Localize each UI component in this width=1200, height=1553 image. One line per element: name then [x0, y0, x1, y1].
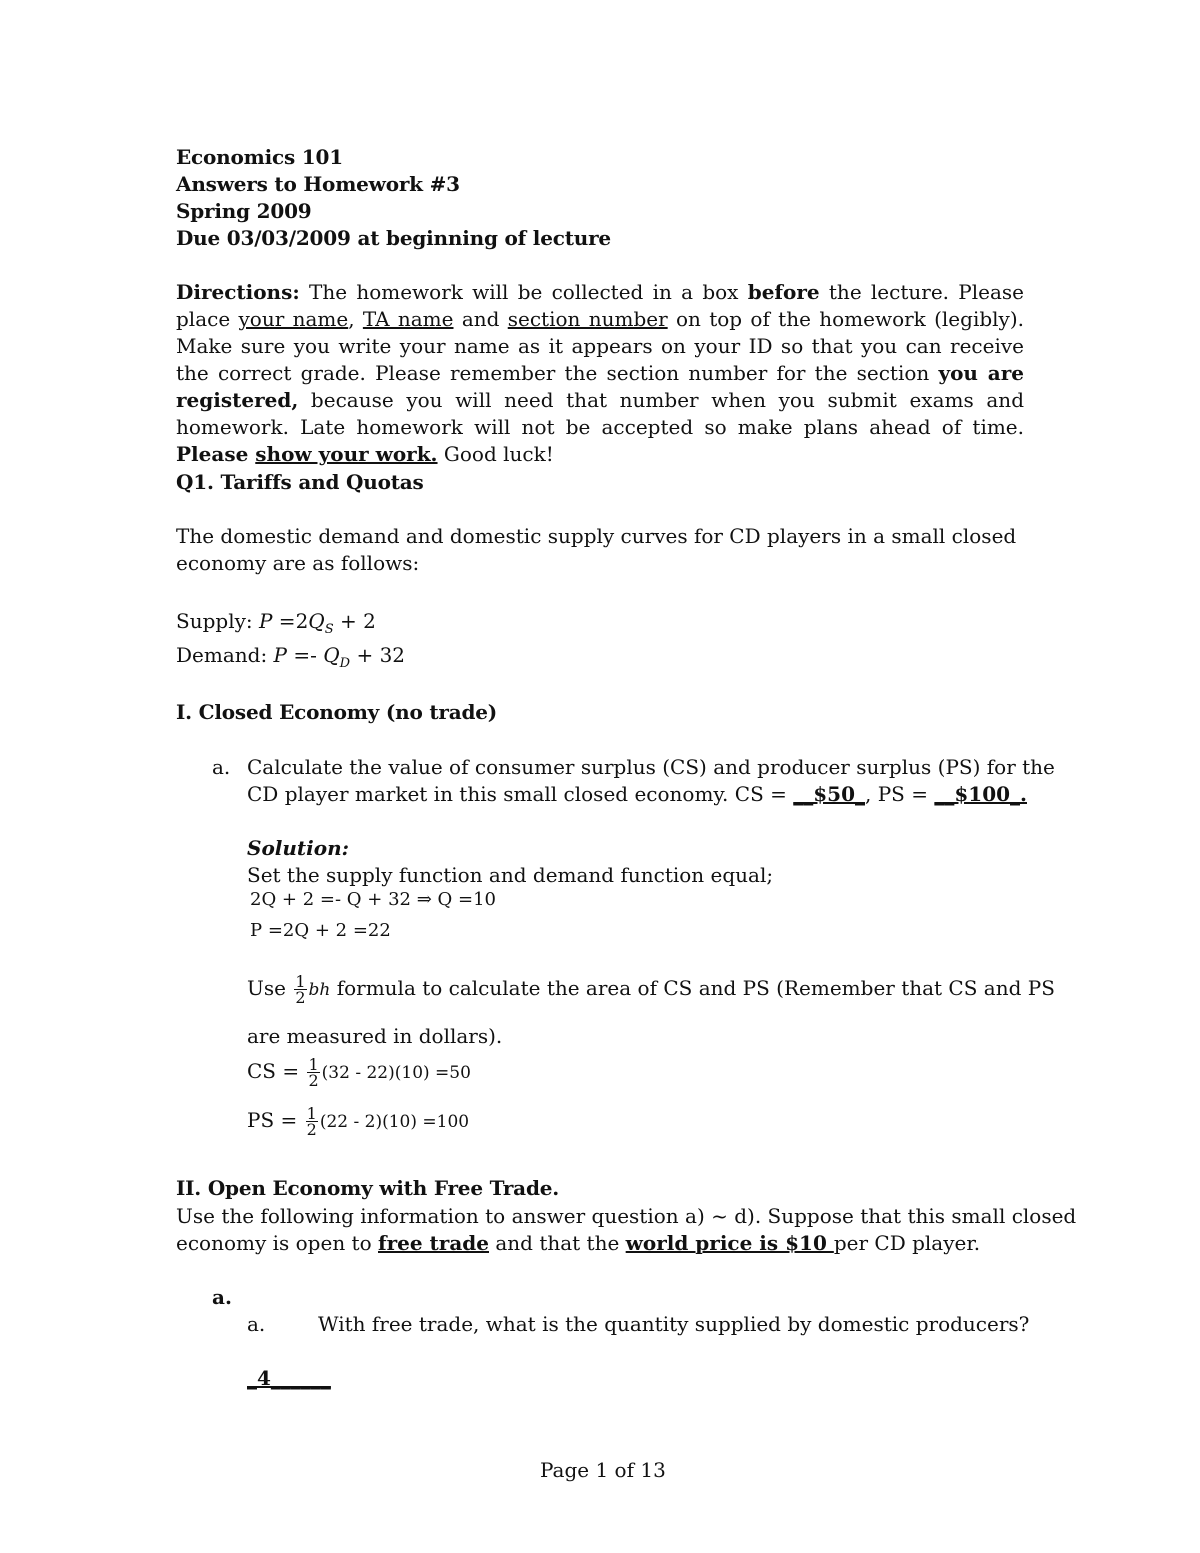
q1-heading: Q1. Tariffs and Quotas [176, 470, 424, 494]
triangle-formula-line: Use $\frac{1}{2}$ bh formula to calculate the area of CS and PS (Remember that CS and PS [247, 972, 1055, 1007]
world-price-emphasis: world price is $10 [625, 1231, 834, 1255]
part2-line2: economy is open to free trade and that the world price is $10 per CD player. [176, 1231, 981, 1255]
ta-name-underlined: TA name [362, 307, 454, 331]
part2-a-question: With free trade, what is the quantity supplied by domestic producers? [318, 1312, 1030, 1336]
show-your-work: show your work. [255, 442, 438, 466]
part1-heading: I. Closed Economy (no trade) [176, 700, 498, 724]
part2-a-answer: _4______ [247, 1366, 331, 1390]
due-date: Due 03/03/2009 at beginning of lecture [176, 226, 611, 250]
page-number: Page 1 of 13 [540, 1458, 666, 1482]
demand-equation: Demand: $P =- Q_D + 32$ [176, 643, 406, 671]
equilibrium-quantity-equation: 2Q + 2 =- Q + 32 ⇒ Q =10 [250, 889, 496, 910]
equilibrium-price-equation: P =2Q + 2 =22 [250, 920, 391, 941]
ps-answer: __$100_. [934, 782, 1027, 806]
supply-equation: Supply: $P =2Q_S + 2$ [176, 609, 376, 637]
solution-label: Solution: [247, 836, 350, 860]
section-number-underlined: section number [507, 307, 668, 331]
term: Spring 2009 [176, 199, 312, 223]
solution-line1: Set the supply function and demand function equal; [247, 863, 774, 887]
cs-answer: __$50_ [793, 782, 865, 806]
part1-a-marker: a. [212, 755, 231, 779]
ps-calculation: PS = $\frac{1}{2}$ (22 - 2)(10) =100 [247, 1104, 470, 1139]
part2-heading: II. Open Economy with Free Trade. [176, 1176, 560, 1200]
q1-intro-line1: The domestic demand and domestic supply curves for CD players in a small closed [176, 524, 1017, 548]
part2-a-bold-marker: a. [212, 1285, 232, 1309]
triangle-formula-line2: are measured in dollars). [247, 1024, 503, 1048]
part1-a-line2: CD player market in this small closed economy. CS = __$50_, PS = __$100_. [247, 782, 1027, 806]
part2-a-sub-marker: a. [247, 1312, 266, 1336]
part1-a-line1: Calculate the value of consumer surplus (CS) and producer surplus (PS) for the [247, 755, 1055, 779]
q1-intro-line2: economy are as follows: [176, 551, 420, 575]
free-trade-emphasis: free trade [378, 1231, 489, 1255]
homework-title: Answers to Homework #3 [176, 172, 460, 196]
cs-calculation: CS = $\frac{1}{2}$ (32 - 22)(10) =50 [247, 1055, 471, 1090]
one-half-fraction: $\frac{1}{2}$ [295, 972, 306, 1007]
your-name-underlined: your name [238, 307, 349, 331]
course-title: Economics 101 [176, 145, 343, 169]
directions-paragraph: Directions: The homework will be collected in a box before the lecture. Please place your name, TA name and section number on top of the homework (legibly). Make sure you write your name as it appears on your ID so that you can receive the correct grade. Please remember the section number for the section you are registered, because you will need that number when you submit exams and homework. Late homework will not be accepted so make plans ahead of time. Please show your work. Good luck! [176, 280, 1025, 466]
part2-line1: Use the following information to answer question a) ~ d). Suppose that this small closed [176, 1204, 1077, 1228]
directions-label: Directions: [176, 280, 300, 304]
